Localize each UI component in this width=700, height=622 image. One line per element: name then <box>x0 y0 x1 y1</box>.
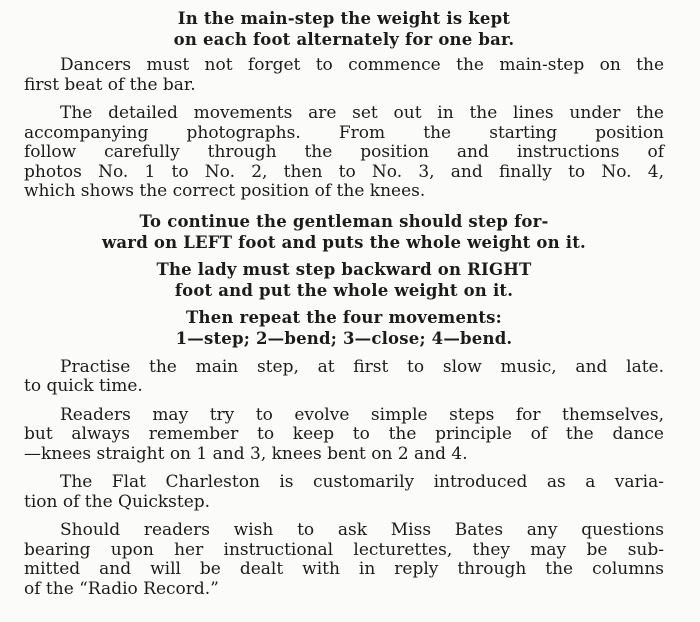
paragraph-line: photos No. 1 to No. 2, then to No. 3, and finally to No. 4, <box>24 161 664 182</box>
article-page <box>24 8 664 599</box>
paragraph-line: which shows the correct position of the knees. <box>24 181 426 201</box>
instruction-line: To continue the gentleman should step for- <box>139 211 549 231</box>
paragraph-line: follow carefully through the position and instructions of <box>24 142 664 162</box>
instruction-repeat <box>24 307 664 349</box>
paragraph-line: The Flat Charleston is customarily introduced as a varia- <box>60 472 664 492</box>
paragraph-line: tion of the Quickstep. <box>24 491 211 512</box>
paragraph-line: but always remember to keep to the principle of the dance <box>24 424 664 444</box>
heading-main-step <box>24 8 664 50</box>
paragraph-line: Dancers must not forget to commence the main-step on the <box>60 55 664 75</box>
paragraph-questions <box>24 521 664 599</box>
instruction-line: foot and put the whole weight on it. <box>174 280 514 300</box>
instruction-line: The lady must step backward on RIGHT <box>156 259 532 279</box>
paragraph-readers-evolve <box>24 406 664 465</box>
paragraph-detailed-movements <box>24 104 664 202</box>
paragraph-line: Should readers wish to ask Miss Bates any questions <box>60 520 664 540</box>
paragraph-line: bearing upon her instructional lecturettes, they may be sub- <box>24 539 664 560</box>
paragraph-practise <box>24 358 664 397</box>
heading-line-1: In the main-step the weight is kept <box>177 9 511 28</box>
paragraph-line: to quick time. <box>24 376 143 396</box>
paragraph-line: Practise the main step, at first to slow music, and late. <box>60 356 664 377</box>
instruction-line: ward on LEFT foot and puts the whole weight on it. <box>102 232 586 252</box>
paragraph-line: mitted and will be dealt with in reply through the columns <box>24 559 664 579</box>
instruction-line: Then repeat the four movements: <box>186 307 502 327</box>
paragraph-line: —knees straight on 1 and 3, knees bent on 2 and 4. <box>24 443 468 464</box>
instruction-gentleman <box>24 211 664 253</box>
paragraph-flat-charleston <box>24 473 664 512</box>
paragraph-commence <box>24 56 664 95</box>
heading-line-2: on each foot alternately for one bar. <box>173 30 515 49</box>
instruction-lady <box>24 259 664 301</box>
instruction-line: 1—step; 2—bend; 3—close; 4—bend. <box>175 328 513 348</box>
paragraph-line: The detailed movements are set out in the lines under the <box>60 103 664 123</box>
paragraph-line: first beat of the bar. <box>24 74 196 95</box>
paragraph-line: accompanying photographs. From the starting position <box>24 122 664 143</box>
paragraph-line: Readers may try to evolve simple steps for themselves, <box>60 404 664 425</box>
paragraph-line: of the “Radio Record.” <box>24 578 219 599</box>
